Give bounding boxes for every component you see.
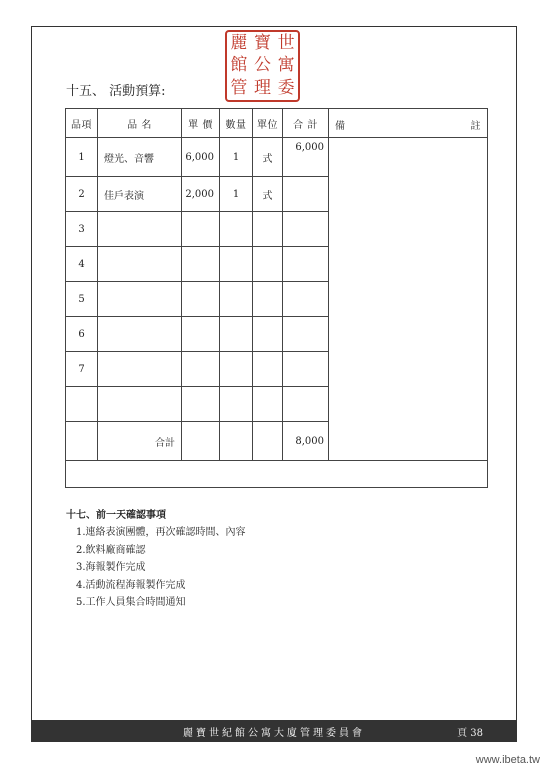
cell-empty [220,422,253,461]
cell-unit-price: 2,000 [182,177,220,212]
cell-name [98,387,182,422]
section-15-title: 十五、 活動預算: [66,84,166,99]
blank-row [66,461,488,488]
list-item: 4.活動流程海報製作完成 [76,579,186,591]
cell-unit: 式 [253,138,283,177]
cell-empty [253,422,283,461]
cell-unit-price [182,352,220,387]
cell-subtotal [283,177,329,212]
cell-qty [220,282,253,317]
header-no: 品項 [66,109,98,138]
list-item: 3.海報製作完成 [76,562,146,573]
cell-no: 6 [66,317,98,352]
seal-char: 管 [230,78,248,99]
committee-seal [225,30,300,102]
cell-unit [253,247,283,282]
cell-no: 3 [66,212,98,247]
list-item: 1.連絡表演團體，再次確認時間、內容 [76,527,246,538]
cell-subtotal [283,212,329,247]
seal-char: 理 [253,78,271,99]
cell-subtotal: 6,000 [283,138,329,177]
header-unit: 單位 [253,109,283,138]
section-17-title: 十七、前一天確認事項 [66,510,166,521]
cell-subtotal [283,387,329,422]
cell-unit [253,387,283,422]
cell-unit-price [182,282,220,317]
page-number: 頁 38 [457,728,483,739]
cell-no: 4 [66,247,98,282]
cell-qty: 1 [220,177,253,212]
seal-char: 公 [253,55,271,76]
cell-subtotal [283,352,329,387]
list-item: 2.飲料廠商確認 [76,544,146,556]
cell-unit-price [182,387,220,422]
cell-name [98,212,182,247]
header-subtotal: 合 計 [283,109,329,138]
cell-unit-price [182,317,220,352]
cell-qty [220,387,253,422]
cell-unit-price: 6,000 [182,138,220,177]
header-remark-left: 備 [335,121,346,132]
watermark: www.ibeta.tw [475,754,540,766]
cell-name [98,352,182,387]
cell-subtotal [283,282,329,317]
cell-empty [66,422,98,461]
cell-subtotal [283,247,329,282]
seal-char: 寓 [277,55,295,76]
checklist [76,524,246,612]
cell-name [98,247,182,282]
footer-blank-row [66,461,488,488]
table-row [66,138,488,177]
seal-char: 麗 [230,32,248,53]
cell-subtotal [283,317,329,352]
cell-no: 1 [66,138,98,177]
cell-empty [182,422,220,461]
cell-unit-price [182,247,220,282]
footer-title: 麗寶世紀館公寓大廈管理委員會 [183,727,365,739]
total-label: 合計 [98,422,182,461]
table-header-row [66,109,488,138]
cell-no: 2 [66,177,98,212]
cell-qty [220,317,253,352]
cell-qty [220,212,253,247]
header-qty: 數量 [220,109,253,138]
header-remark [329,109,488,138]
cell-qty: 1 [220,138,253,177]
cell-unit [253,282,283,317]
cell-unit-price [182,212,220,247]
footer-bar [31,720,517,742]
cell-no: 7 [66,352,98,387]
cell-name [98,317,182,352]
cell-unit [253,317,283,352]
cell-qty [220,247,253,282]
header-remark-right: 註 [470,121,481,132]
header-name: 品 名 [98,109,182,138]
cell-qty [220,352,253,387]
cell-no [66,387,98,422]
cell-unit: 式 [253,177,283,212]
total-value: 8,000 [283,422,329,461]
list-item: 5.工作人員集合時間通知 [76,597,186,608]
cell-unit [253,352,283,387]
seal-char: 委 [277,78,295,99]
cell-unit [253,212,283,247]
cell-name: 燈光、音響 [98,138,182,177]
seal-char: 館 [230,55,248,76]
seal-char: 寶 [253,32,271,53]
cell-name [98,282,182,317]
remark-cell [329,138,488,461]
seal-char: 世 [277,32,295,53]
header-unit-price: 單 價 [182,109,220,138]
cell-no: 5 [66,282,98,317]
cell-name: 佳戶表演 [98,177,182,212]
budget-table [65,108,488,488]
